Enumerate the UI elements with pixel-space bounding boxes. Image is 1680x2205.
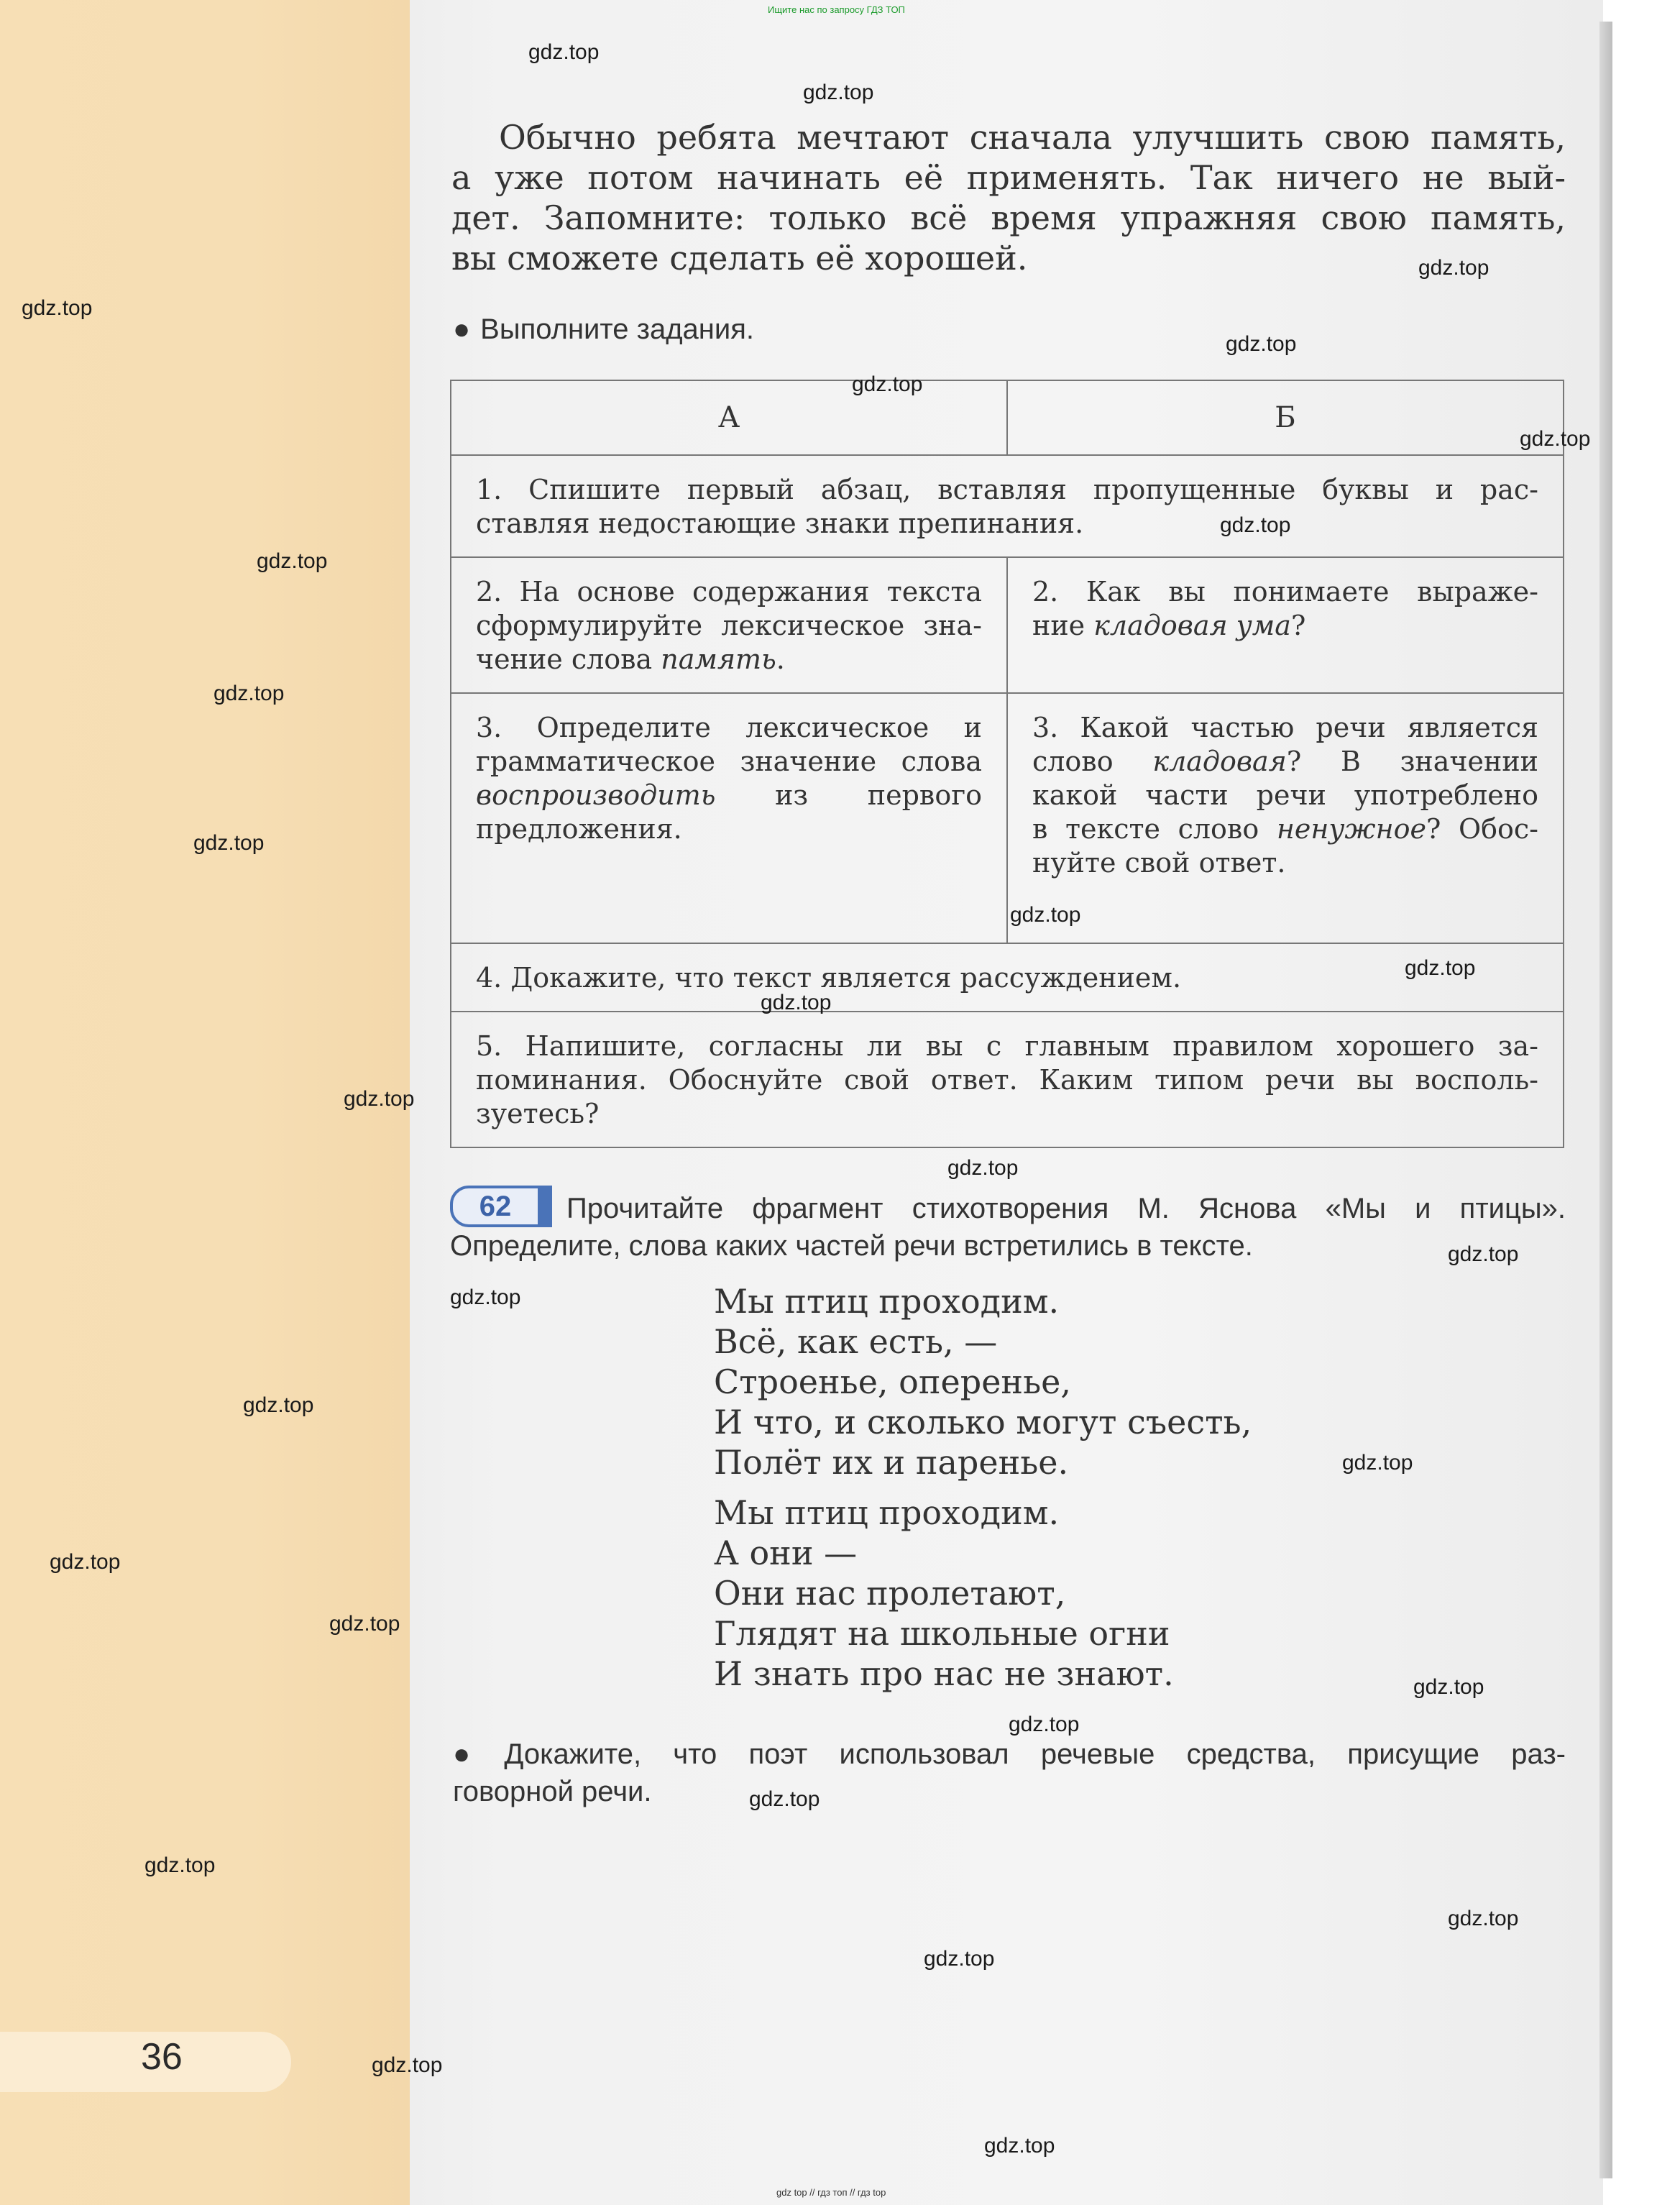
watermark: gdz.top <box>329 1612 400 1636</box>
task-keyword: ненужное <box>1276 813 1426 845</box>
footer-note: gdz top // гдз топ // гдз top <box>776 2187 886 2198</box>
watermark: gdz.top <box>528 40 600 64</box>
exercise-number: 62 <box>479 1191 512 1222</box>
column-header-b: Б <box>1007 380 1564 455</box>
poem-line: Мы птиц проходим. <box>714 1282 1060 1321</box>
task-text: 2. На основе содержания текста <box>476 576 982 608</box>
badge-tail <box>538 1186 552 1227</box>
task-5-cell <box>451 1012 1564 1147</box>
instruction-text: Выполните задания. <box>480 313 755 345</box>
task-text: ние кладовая ума? <box>1032 610 1306 641</box>
task-text: нуйте свой ответ. <box>1032 847 1286 879</box>
poem-line: Строенье, оперенье, <box>714 1362 1071 1401</box>
watermark: gdz.top <box>144 1853 216 1877</box>
task-text: ? В значении <box>1286 746 1538 777</box>
task-3a-cell <box>451 693 1007 943</box>
task-text: 2. Как вы понимаете выраже- <box>1032 576 1538 608</box>
tasks-table <box>450 380 1564 1148</box>
poem-line: А они — <box>714 1534 858 1572</box>
watermark: gdz.top <box>344 1087 415 1111</box>
watermark: gdz.top <box>1520 427 1591 451</box>
watermark: gdz.top <box>1010 903 1081 927</box>
task-text: 4. Докажите, что текст является рассуждением. <box>476 962 1182 994</box>
watermark: gdz.top <box>1009 1713 1080 1736</box>
paragraph-line: Обычно ребята мечтают сначала улучшить свою память, <box>499 118 1566 157</box>
watermark: gdz.top <box>749 1787 820 1811</box>
watermark: gdz.top <box>50 1550 121 1574</box>
page-edge <box>1599 22 1612 2178</box>
poem-line: И знать про нас не знают. <box>714 1654 1174 1693</box>
task-text: зуетесь? <box>476 1098 600 1129</box>
bullet-icon: ● <box>453 1738 495 1770</box>
watermark: gdz.top <box>214 682 285 705</box>
task-text: какой части речи употреблено <box>1032 779 1538 811</box>
task-1-cell <box>451 455 1564 557</box>
instruction-text: говорной речи. <box>453 1776 652 1807</box>
poem <box>714 1281 1252 1704</box>
watermark: gdz.top <box>984 2134 1055 2158</box>
watermark: gdz.top <box>372 2053 443 2077</box>
task-text: ? Обос- <box>1426 813 1538 845</box>
watermark: gdz.top <box>1220 513 1291 537</box>
instruction-line <box>453 313 754 346</box>
watermark: gdz.top <box>947 1156 1019 1180</box>
poem-line: Полёт их и паренье. <box>714 1443 1069 1482</box>
watermark: gdz.top <box>761 991 832 1014</box>
task-text: поминания. Обоснуйте свой ответ. Каким типом речи вы восполь- <box>476 1064 1538 1096</box>
task-2a-cell <box>451 557 1007 693</box>
watermark: gdz.top <box>243 1393 314 1417</box>
task-text <box>476 779 982 812</box>
paragraph-line: а уже потом начинать её применять. Так ничего не вый- <box>451 158 1566 197</box>
task-text: в тексте слово <box>1032 813 1277 845</box>
watermark: gdz.top <box>1413 1675 1484 1699</box>
task-text: 1. Спишите первый абзац, вставляя пропущенные буквы и рас- <box>476 474 1538 505</box>
exercise-line: Определите, слова каких частей речи встретились в тексте. <box>450 1230 1253 1262</box>
task-keyword: кладовая ума <box>1093 610 1291 641</box>
task-text: 3. Определите лексическое и <box>476 712 982 743</box>
watermark: gdz.top <box>803 81 874 104</box>
paragraph-line: вы сможете сделать её хорошей. <box>451 239 1028 278</box>
watermark: gdz.top <box>924 1947 995 1971</box>
task-text: ние <box>1032 610 1094 641</box>
header-note: Ищите нас по запросу ГДЗ ТОП <box>768 4 905 15</box>
poem-stanza <box>714 1281 1252 1482</box>
watermark: gdz.top <box>1448 1242 1519 1266</box>
task-text: 5. Напишите, согласны ли вы с главным правилом хорошего за- <box>476 1030 1538 1062</box>
task-text: слово <box>1032 746 1153 777</box>
task-text: ставляя недостающие знаки препинания. <box>476 508 1084 539</box>
task-text: грамматическое значение слова <box>476 746 982 777</box>
watermark: gdz.top <box>450 1285 521 1309</box>
poem-line: Они нас пролетают, <box>714 1574 1066 1613</box>
watermark: gdz.top <box>257 549 328 573</box>
page-number: 36 <box>141 2036 183 2078</box>
instruction-line-2 <box>453 1736 1566 1810</box>
poem-line: Всё, как есть, — <box>714 1322 998 1361</box>
watermark: gdz.top <box>852 372 923 396</box>
task-text: сформулируйте лексическое зна- <box>476 610 982 641</box>
task-4-cell <box>451 943 1564 1012</box>
poem-stanza <box>714 1493 1252 1694</box>
poem-line: И что, и сколько могут съесть, <box>714 1403 1252 1441</box>
task-text: 3. Какой частью речи является <box>1032 712 1538 743</box>
task-text: предложения. <box>476 813 682 845</box>
paragraph-line: дет. Запомните: только всё время упражняя свою память, <box>451 198 1566 237</box>
watermark: gdz.top <box>193 831 265 855</box>
task-text: из первого <box>775 779 982 811</box>
watermark: gdz.top <box>1418 256 1489 280</box>
watermark: gdz.top <box>22 296 93 320</box>
task-text: чение слова память. <box>476 643 785 675</box>
poem-line: Глядят на школьные огни <box>714 1614 1170 1653</box>
task-text: чение слова <box>476 643 661 675</box>
watermark: gdz.top <box>1448 1907 1519 1930</box>
instruction-text: Докажите, что поэт использовал речевые средства, присущие раз- <box>504 1738 1566 1770</box>
watermark: gdz.top <box>1226 332 1297 356</box>
task-text <box>1032 812 1538 846</box>
intro-paragraph <box>451 117 1566 278</box>
task-keyword: воспроизводить <box>476 779 716 811</box>
column-header-a: А <box>451 380 1007 455</box>
exercise-text <box>450 1190 1566 1265</box>
poem-line: Мы птиц проходим. <box>714 1493 1060 1532</box>
exercise-number-badge <box>450 1186 552 1227</box>
bullet-icon: ● <box>453 313 471 345</box>
watermark: gdz.top <box>1405 956 1476 980</box>
instruction-text <box>453 1736 1566 1773</box>
task-3b-cell <box>1007 693 1564 943</box>
task-text <box>1032 745 1538 779</box>
watermark: gdz.top <box>1342 1451 1413 1475</box>
task-keyword: кладовая <box>1152 746 1287 777</box>
exercise-line: Прочитайте фрагмент стихотворения М. Яснова «Мы и птицы». <box>566 1193 1566 1224</box>
task-keyword: память <box>661 643 776 675</box>
task-2b-cell <box>1007 557 1564 693</box>
